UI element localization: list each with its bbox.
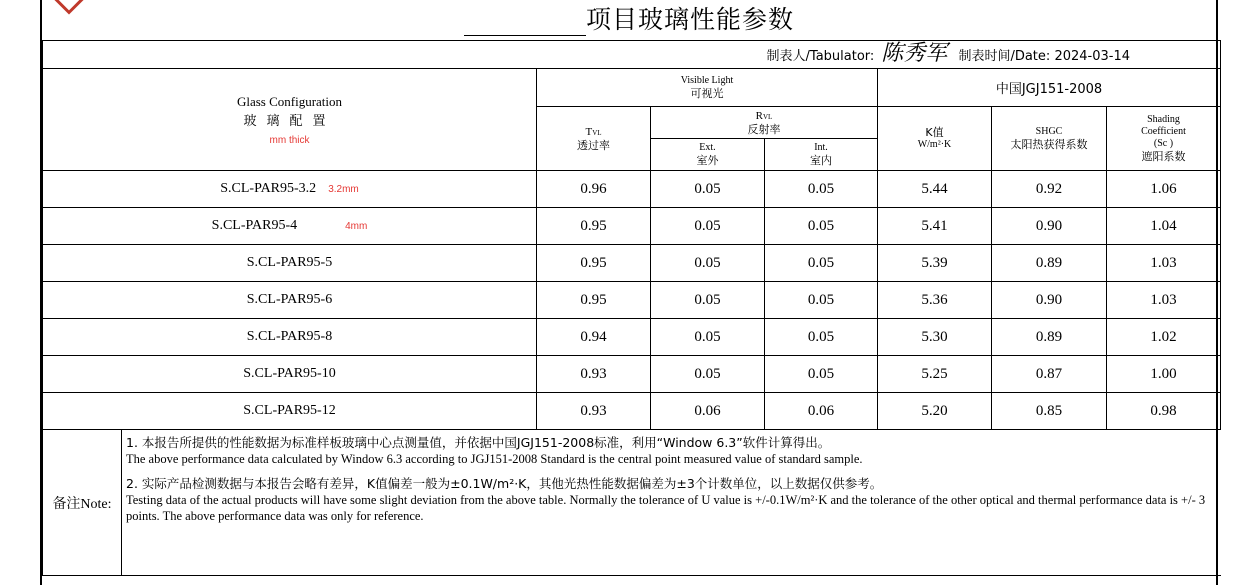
sc-cell: 0.98 (1107, 393, 1221, 430)
k-header (878, 107, 992, 171)
note-1 (126, 435, 1215, 467)
sc-cn: 遮阳系数 (1141, 150, 1186, 163)
tvl-cell: 0.93 (537, 393, 651, 430)
glass-name-cell (43, 356, 537, 393)
tvl-cell: 0.94 (537, 319, 651, 356)
rvl-cn: 反射率 (747, 122, 781, 136)
note-2 (126, 476, 1215, 524)
glass-name-cell (43, 208, 537, 245)
int-cell: 0.05 (765, 245, 878, 282)
int-en: Int. (814, 142, 828, 153)
glass-name-cell (43, 319, 537, 356)
config-header-en: Glass Configuration (236, 93, 343, 109)
rvl-header (651, 107, 878, 139)
tabulator-label: 制表人/Tabulator: (766, 49, 875, 64)
ext-cell: 0.05 (651, 319, 765, 356)
visible-light-cn: 可视光 (690, 87, 724, 100)
shgc-cell: 0.92 (992, 171, 1107, 208)
shgc-cell: 0.90 (992, 208, 1107, 245)
table-row (43, 393, 1221, 430)
note-label-text: 备注Note: (43, 430, 122, 575)
sc-cell: 1.06 (1107, 171, 1221, 208)
table-row (43, 208, 1221, 245)
ext-cell: 0.05 (651, 208, 765, 245)
glass-name: S.CL-PAR95-12 (243, 403, 336, 418)
glass-name: S.CL-PAR95-4 (211, 218, 298, 233)
note-1-cn: 1. 本报告所提供的性能数据为标准样板玻璃中心点测量值，并依据中国JGJ151-2008标准，利用“Window 6.3”软件计算得出。 (126, 435, 831, 450)
note-2-en: Testing data of the actual products will have some slight deviation from the above table. Normally the tolerance of U value is +/-0.1W/m²·K and the tolerance of the other optical and thermal performance data is +/- 3 points. The above performance data was only for reference. (126, 493, 1206, 523)
sc-cell: 1.02 (1107, 319, 1221, 356)
tabulator-signature: 陈秀军 (881, 41, 948, 66)
note-1-en: The above performance data calculated by Window 6.3 according to JGJ151-2008 Standard is the central point measured value of standard sample. (126, 452, 863, 466)
config-header-cn: 玻璃配置 (243, 113, 336, 129)
int-cell: 0.06 (765, 393, 878, 430)
note-content (122, 430, 1221, 575)
table-row (43, 356, 1221, 393)
int-cn: 室内 (810, 154, 832, 167)
ext-cell: 0.05 (651, 282, 765, 319)
visible-light-header (537, 69, 878, 107)
date-value: 2024-03-14 (1054, 49, 1130, 64)
sc-en1: Shading (1147, 114, 1180, 125)
ext-cell: 0.06 (651, 393, 765, 430)
k-cell: 5.25 (878, 356, 992, 393)
glass-name: S.CL-PAR95-10 (243, 366, 336, 381)
tvl-header (537, 107, 651, 171)
table-row (43, 245, 1221, 282)
project-name-blank (464, 7, 586, 36)
rvl-label: RVL (755, 109, 773, 122)
ext-cell: 0.05 (651, 245, 765, 282)
tvl-cn: 透过率 (577, 138, 610, 152)
tabulator-row (43, 41, 1221, 69)
table-row (43, 282, 1221, 319)
shgc-cell: 0.90 (992, 282, 1107, 319)
glass-thickness: 4mm (345, 221, 368, 232)
k-cell: 5.20 (878, 393, 992, 430)
glass-name-cell (43, 282, 537, 319)
shgc-cell: 0.85 (992, 393, 1107, 430)
glass-name-cell (43, 171, 537, 208)
shgc-cell: 0.89 (992, 245, 1107, 282)
ext-cell: 0.05 (651, 356, 765, 393)
glass-name-cell (43, 245, 537, 282)
shgc-cn: 太阳热获得系数 (1010, 138, 1088, 151)
title-row (42, 0, 1216, 40)
page-title: 项目玻璃性能参数 (585, 5, 794, 34)
glass-name: S.CL-PAR95-8 (246, 329, 333, 344)
note-wrapper (43, 430, 1221, 575)
sc-en2: Coefficient (1141, 126, 1186, 137)
glass-name: S.CL-PAR95-3.2 (220, 181, 317, 196)
glass-name-cell (43, 393, 537, 430)
tvl-cell: 0.93 (537, 356, 651, 393)
tvl-cell: 0.96 (537, 171, 651, 208)
k-cell: 5.44 (878, 171, 992, 208)
tvl-cell: 0.95 (537, 208, 651, 245)
sc-cell: 1.03 (1107, 282, 1221, 319)
k-label: K值 (925, 126, 944, 139)
sc-cell: 1.04 (1107, 208, 1221, 245)
shgc-label: SHGC (1035, 126, 1063, 137)
shgc-header (992, 107, 1107, 171)
sc-cell: 1.03 (1107, 245, 1221, 282)
date-label: 制表时间/Date: (958, 49, 1051, 64)
int-cell: 0.05 (765, 171, 878, 208)
tvl-cell: 0.95 (537, 282, 651, 319)
table-row (43, 319, 1221, 356)
ext-cn: 室外 (696, 154, 719, 167)
glass-thickness: 3.2mm (328, 184, 359, 195)
k-cell: 5.39 (878, 245, 992, 282)
config-header (43, 69, 537, 171)
sc-abbr: (Sc ) (1153, 138, 1174, 149)
glass-name: S.CL-PAR95-6 (246, 292, 333, 307)
int-cell: 0.05 (765, 319, 878, 356)
sc-header (1107, 107, 1221, 171)
shgc-cell: 0.89 (992, 319, 1107, 356)
glass-name: S.CL-PAR95-5 (246, 255, 333, 270)
table-row (43, 171, 1221, 208)
k-cell: 5.30 (878, 319, 992, 356)
tvl-label: TVL (585, 125, 602, 138)
int-cell: 0.05 (765, 208, 878, 245)
note-2-cn: 2. 实际产品检测数据与本报告会略有差异，K值偏差一般为±0.1W/m²·K，其他光热性能数据偏差为±3个计数单位，以上数据仅供参考。 (126, 476, 883, 491)
ext-cell: 0.05 (651, 171, 765, 208)
ext-en: Ext. (699, 142, 716, 153)
tvl-cell: 0.95 (537, 245, 651, 282)
shgc-cell: 0.87 (992, 356, 1107, 393)
standard-header: 中国JGJ151-2008 (878, 69, 1221, 107)
performance-sheet (40, 0, 1218, 585)
note-label (43, 430, 1221, 576)
performance-table (42, 40, 1221, 576)
sc-cell: 1.00 (1107, 356, 1221, 393)
k-cell: 5.36 (878, 282, 992, 319)
visible-light-en: Visible Light (680, 75, 734, 86)
ext-header (651, 139, 765, 171)
int-cell: 0.05 (765, 356, 878, 393)
int-header (765, 139, 878, 171)
k-unit: W/m²·K (917, 139, 952, 150)
int-cell: 0.05 (765, 282, 878, 319)
k-cell: 5.41 (878, 208, 992, 245)
config-unit: mm thick (269, 134, 310, 146)
